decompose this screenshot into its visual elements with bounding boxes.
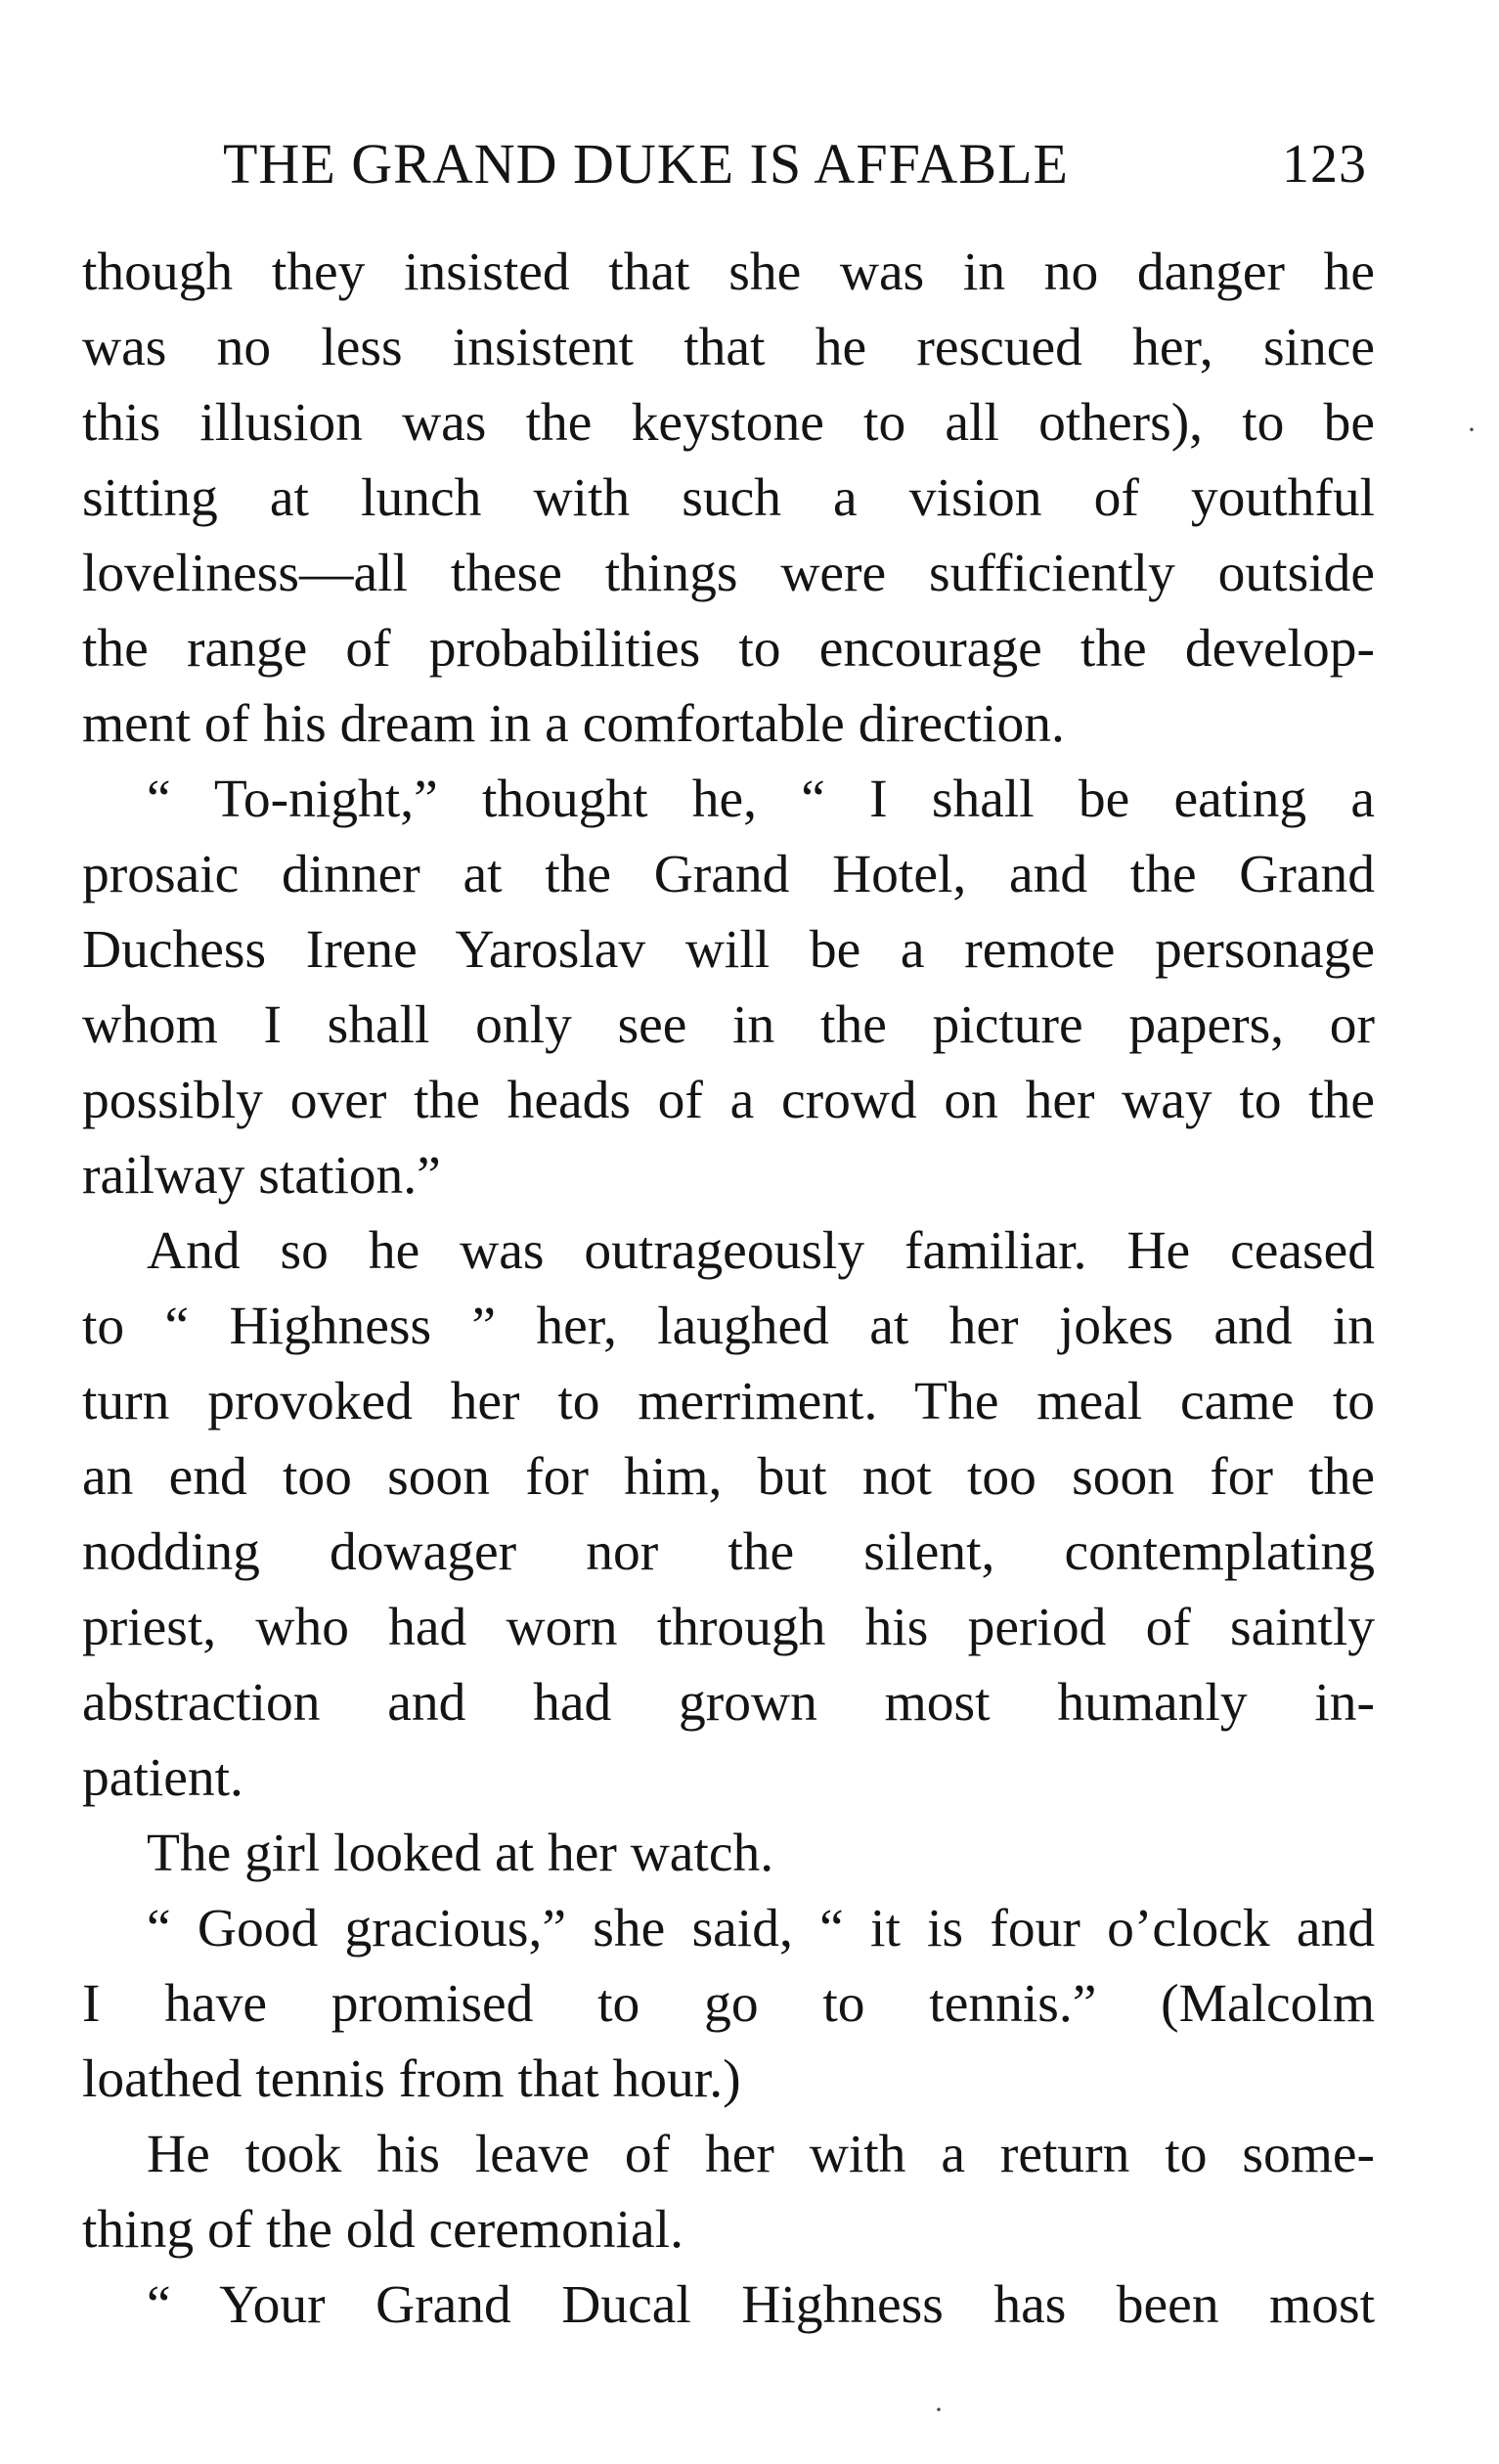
text-line: Duchess Irene Yaroslav will be a remote personage [82, 920, 1375, 980]
scan-speck: · [934, 2394, 944, 2426]
text-line: I have promised to go to tennis.” (Malcolm [82, 1974, 1375, 2034]
scan-speck: · [1467, 414, 1477, 446]
text-line: “ To-night,” thought he, “ I shall be eating a [147, 770, 1375, 829]
text-line: whom I shall only see in the picture papers, or [82, 995, 1375, 1055]
text-line: prosaic dinner at the Grand Hotel, and the Grand [82, 845, 1375, 904]
text-line: turn provoked her to merriment. The meal came to [82, 1372, 1375, 1431]
text-line: loveliness—all these things were sufficiently outside [82, 544, 1375, 603]
running-head [223, 125, 1367, 203]
text-line: abstraction and had grown most humanly in- [82, 1673, 1375, 1733]
text-line: was no less insistent that he rescued her, since [82, 318, 1375, 377]
page-number: 123 [1282, 134, 1367, 195]
body-text [82, 235, 1375, 2343]
text-line: thing of the old ceremonial. [82, 2200, 683, 2260]
text-line: “ Good gracious,” she said, “ it is four o’clock and [147, 1899, 1375, 1958]
text-line: loathed tennis from that hour.) [82, 2049, 741, 2109]
text-line: nodding dowager nor the silent, contemplating [82, 1522, 1375, 1582]
text-line: railway station.” [82, 1146, 441, 1206]
text-line: ment of his dream in a comfortable direction. [82, 694, 1065, 754]
text-line: And so he was outrageously familiar. He ceased [147, 1221, 1375, 1281]
text-line: this illusion was the keystone to all others), to be [82, 393, 1375, 453]
text-line: to “ Highness ” her, laughed at her jokes and in [82, 1297, 1375, 1356]
text-line: though they insisted that she was in no danger he [82, 242, 1375, 302]
chapter-title: THE GRAND DUKE IS AFFABLE [223, 132, 1069, 196]
text-line: sitting at lunch with such a vision of youthful [82, 468, 1375, 528]
text-line: patient. [82, 1748, 243, 1808]
text-line: possibly over the heads of a crowd on her way to the [82, 1071, 1375, 1130]
text-line: The girl looked at her watch. [147, 1824, 774, 1883]
text-line: priest, who had worn through his period of saintly [82, 1598, 1375, 1657]
text-line: “ Your Grand Ducal Highness has been most [147, 2275, 1375, 2335]
text-line: He took his leave of her with a return to some- [147, 2125, 1375, 2184]
text-line: an end too soon for him, but not too soon for the [82, 1447, 1375, 1507]
text-line: the range of probabilities to encourage the develop- [82, 619, 1375, 679]
